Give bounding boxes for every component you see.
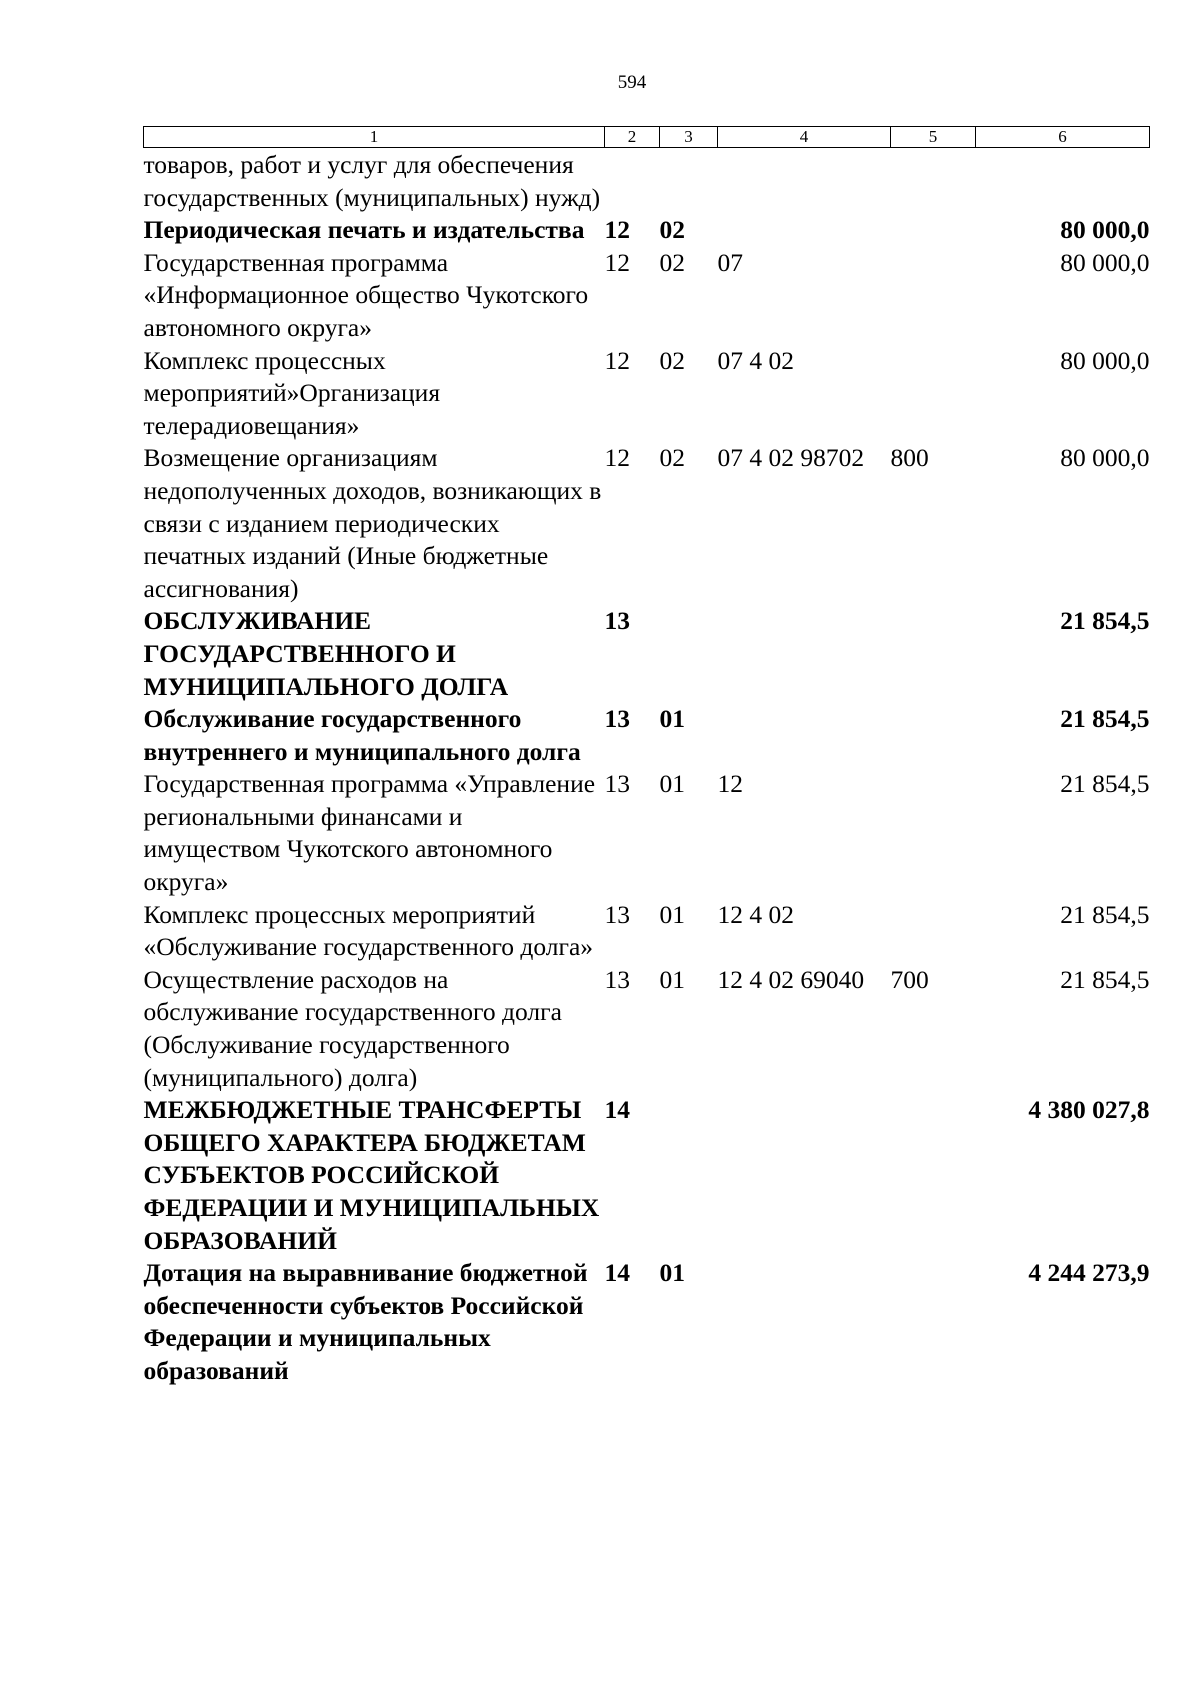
table-row (144, 768, 1150, 898)
row-name: товаров, работ и услуг для обеспечения государственных (муниципальных) нужд) (143, 150, 601, 212)
header-col-3: 3 (660, 127, 718, 148)
amount: 21 854,5 (1060, 704, 1150, 734)
expense-type-code (891, 703, 976, 768)
target-article-code (718, 214, 891, 247)
section-code: 14 (604, 1095, 630, 1125)
row-name: Комплекс процессных мероприятий»Организация телерадиовещания» (143, 345, 441, 440)
subsection-code: 02 (659, 443, 685, 473)
section-code: 12 (604, 247, 630, 277)
table-row (144, 1094, 1150, 1257)
subsection-code: 01 (659, 964, 685, 994)
table-row (144, 247, 1150, 345)
header-col-2: 2 (605, 127, 660, 148)
section-code: 13 (604, 769, 630, 799)
budget-table (143, 126, 1150, 1388)
expense-type-code (891, 899, 976, 964)
subsection-code (660, 1094, 718, 1257)
row-name: ОБСЛУЖИВАНИЕ ГОСУДАРСТВЕННОГО И МУНИЦИПАЛЬНОГО ДОЛГА (143, 606, 509, 701)
expense-type-code: 700 (890, 964, 929, 994)
target-article-code: 07 (717, 247, 743, 277)
row-name: Государственная программа «Информационное общество Чукотского автономного округа» (143, 247, 589, 342)
expense-type-code: 800 (890, 443, 929, 473)
target-article-code: 12 4 02 (717, 899, 794, 929)
table-row (144, 148, 1150, 215)
table-row (144, 964, 1150, 1094)
subsection-code: 02 (659, 247, 685, 277)
amount: 4 244 273,9 (1028, 1258, 1150, 1288)
amount: 80 000,0 (1060, 247, 1150, 277)
table-row (144, 345, 1150, 443)
amount: 80 000,0 (1060, 345, 1150, 375)
target-article-code (718, 1257, 891, 1387)
row-name: Комплекс процессных мероприятий «Обслуживание государственного долга» (143, 899, 594, 962)
section-code: 12 (604, 215, 630, 245)
section-code: 13 (604, 704, 630, 734)
expense-type-code (891, 1094, 976, 1257)
table-row (144, 703, 1150, 768)
amount (976, 148, 1150, 215)
amount: 21 854,5 (1060, 769, 1150, 799)
section-code: 12 (604, 345, 630, 375)
expense-type-code (891, 345, 976, 443)
table-body (144, 148, 1150, 1388)
target-article-code (718, 703, 891, 768)
table-row (144, 1257, 1150, 1387)
subsection-code (660, 605, 718, 703)
expense-type-code (891, 214, 976, 247)
subsection-code: 01 (659, 704, 685, 734)
target-article-code (718, 605, 891, 703)
table-row (144, 605, 1150, 703)
amount: 80 000,0 (1060, 215, 1150, 245)
row-name: МЕЖБЮДЖЕТНЫЕ ТРАНСФЕРТЫ ОБЩЕГО ХАРАКТЕРА БЮДЖЕТАМ СУБЪЕКТОВ РОССИЙСКОЙ ФЕДЕРАЦИИ И МУНИЦИПАЛЬНЫХ ОБРАЗОВАНИЙ (143, 1095, 600, 1255)
section-code: 12 (604, 443, 630, 473)
target-article-code: 07 4 02 (717, 345, 794, 375)
subsection-code (660, 148, 718, 215)
section-code: 13 (604, 899, 630, 929)
row-name: Осуществление расходов на обслуживание государственного долга (Обслуживание государственного (муниципального) долга) (143, 964, 562, 1092)
subsection-code: 01 (659, 1258, 685, 1288)
expense-type-code (891, 148, 976, 215)
section-code: 13 (604, 964, 630, 994)
row-name: Государственная программа «Управление региональными финансами и имуществом Чукотского автономного округа» (143, 769, 596, 897)
header-col-6: 6 (976, 127, 1150, 148)
table-header (144, 127, 1150, 148)
row-name: Обслуживание государственного внутреннего и муниципального долга (143, 704, 581, 766)
expense-type-code (891, 247, 976, 345)
expense-type-code (891, 1257, 976, 1387)
table-row (144, 214, 1150, 247)
page-number: 594 (617, 72, 647, 93)
expense-type-code (891, 768, 976, 898)
header-col-4: 4 (718, 127, 891, 148)
target-article-code: 07 4 02 98702 (717, 443, 865, 473)
target-article-code (718, 148, 891, 215)
target-article-code (718, 1094, 891, 1257)
header-row (144, 127, 1150, 148)
amount: 21 854,5 (1060, 606, 1150, 636)
amount: 21 854,5 (1060, 899, 1150, 929)
amount: 21 854,5 (1060, 964, 1150, 994)
section-code (605, 148, 660, 215)
table-row (144, 442, 1150, 605)
row-name: Периодическая печать и издательства (143, 215, 585, 245)
subsection-code: 01 (659, 899, 685, 929)
amount: 80 000,0 (1060, 443, 1150, 473)
row-name: Возмещение организациям недополученных доходов, возникающих в связи с изданием периодических печатных изданий (Иные бюджетные ассигнования) (143, 443, 602, 603)
amount: 4 380 027,8 (1028, 1095, 1150, 1125)
subsection-code: 01 (659, 769, 685, 799)
target-article-code: 12 (717, 769, 743, 799)
row-name: Дотация на выравнивание бюджетной обеспеченности субъектов Российской Федерации и муниципальных образований (143, 1258, 588, 1385)
subsection-code: 02 (659, 215, 685, 245)
section-code: 14 (604, 1258, 630, 1288)
header-col-1: 1 (144, 127, 605, 148)
section-code: 13 (604, 606, 630, 636)
table-row (144, 899, 1150, 964)
header-col-5: 5 (891, 127, 976, 148)
target-article-code: 12 4 02 69040 (717, 964, 865, 994)
subsection-code: 02 (659, 345, 685, 375)
expense-type-code (891, 605, 976, 703)
